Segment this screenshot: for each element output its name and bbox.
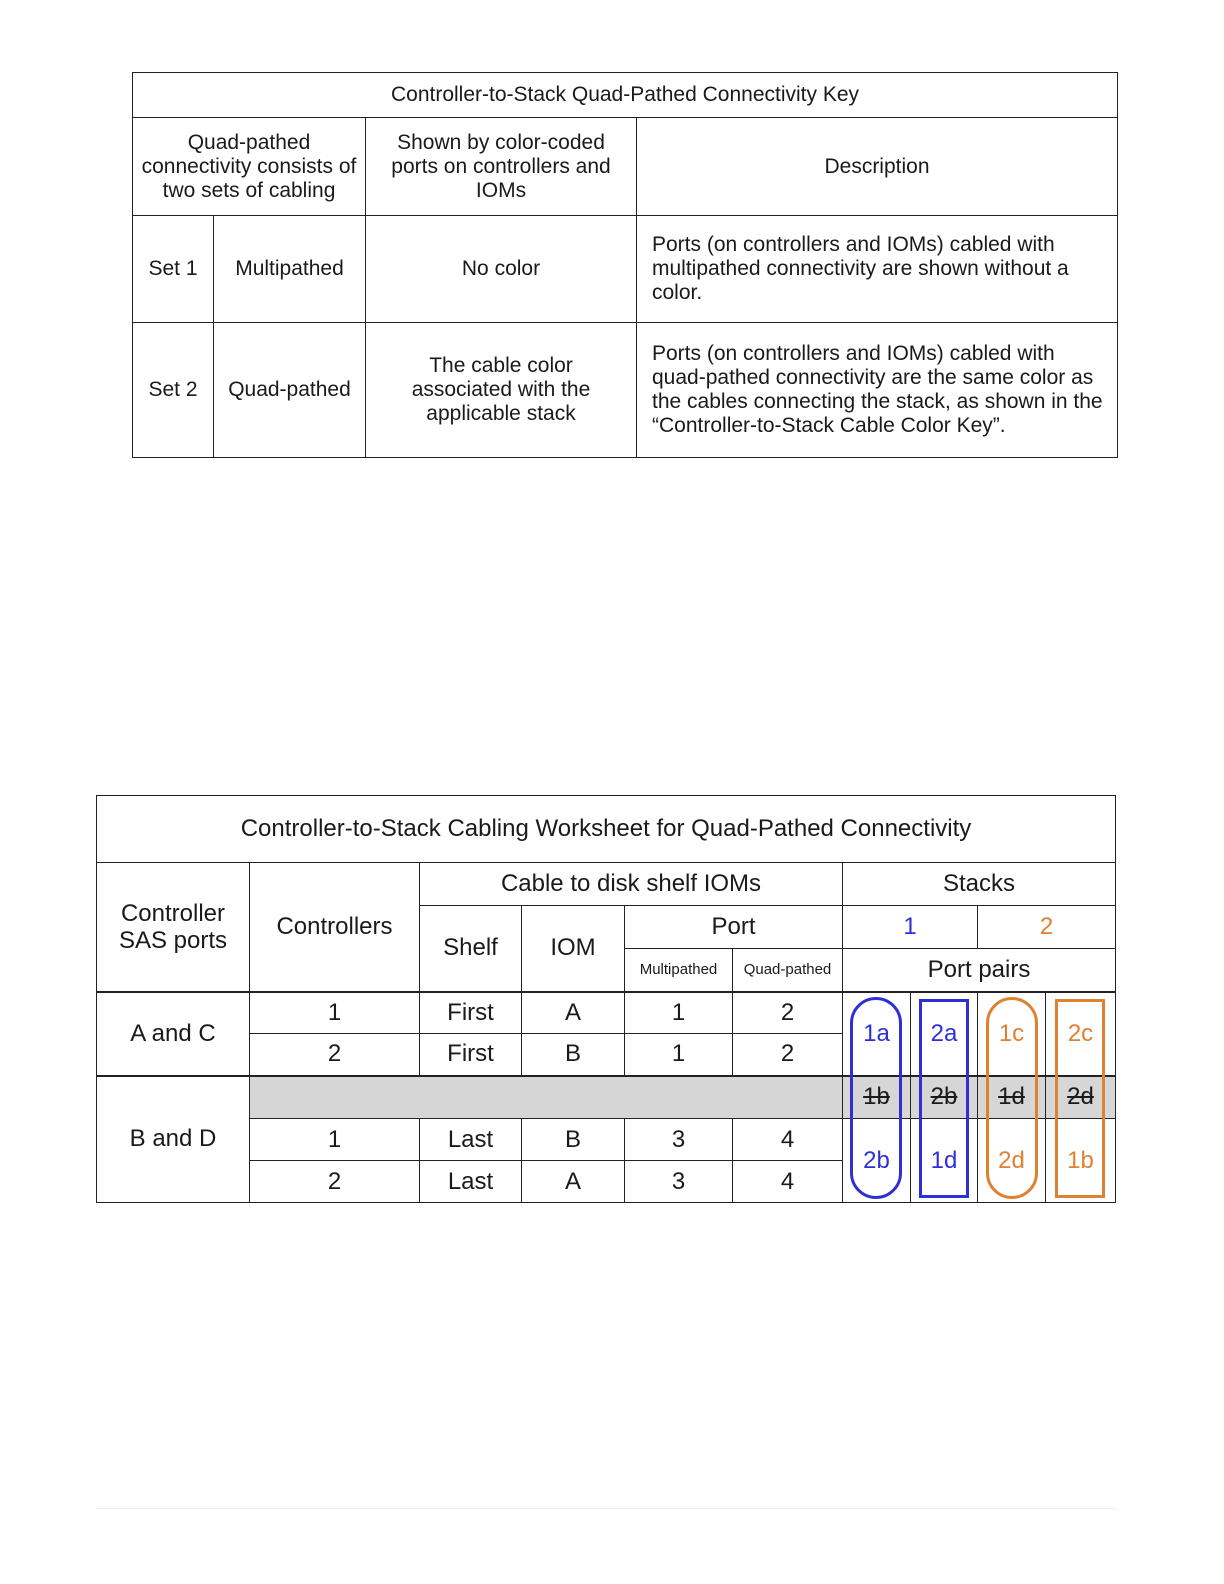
port-pair-struck-1d: 1d <box>978 1076 1046 1119</box>
controller-cell: 2 <box>250 1161 420 1203</box>
iom-cell: B <box>522 1034 625 1076</box>
port-pair-1b: 1b <box>1046 1119 1116 1203</box>
port-pair-struck-2d: 2d <box>1046 1076 1116 1119</box>
cabling-worksheet-table <box>96 795 1116 1203</box>
key-table-title: Controller-to-Stack Quad-Pathed Connectivity Key <box>133 73 1118 118</box>
port-pair-2a: 2a <box>911 992 978 1076</box>
shelf-cell: Last <box>420 1119 522 1161</box>
key-row-description: Ports (on controllers and IOMs) cabled with quad-pathed connectivity are the same color as the cables connecting the stack, as shown in the “Controller-to-Stack Cable Color Key”. <box>637 323 1118 458</box>
header-multipathed: Multipathed <box>625 949 733 992</box>
key-header-sets: Quad-pathed connectivity consists of two sets of cabling <box>133 118 366 216</box>
header-port-pairs: Port pairs <box>843 949 1116 992</box>
quad-pathed-port-cell: 2 <box>733 1034 843 1076</box>
multipathed-port-cell: 1 <box>625 1034 733 1076</box>
port-pair-1c: 1c <box>978 992 1046 1076</box>
controller-cell: 1 <box>250 1119 420 1161</box>
controller-cell: 1 <box>250 992 420 1034</box>
shelf-cell: First <box>420 992 522 1034</box>
controller-cell: 2 <box>250 1034 420 1076</box>
worksheet-title: Controller-to-Stack Cabling Worksheet for Quad-Pathed Connectivity <box>97 796 1116 863</box>
sas-ports-group: A and C <box>97 992 250 1076</box>
multipathed-port-cell: 3 <box>625 1119 733 1161</box>
header-cable-to-iom: Cable to disk shelf IOMs <box>420 863 843 906</box>
key-row-type: Quad-pathed <box>214 323 366 458</box>
connectivity-key-table <box>132 72 1118 458</box>
key-row-type: Multipathed <box>214 216 366 323</box>
header-stack-1: 1 <box>843 906 978 949</box>
shelf-cell: Last <box>420 1161 522 1203</box>
key-header-description: Description <box>637 118 1118 216</box>
header-port: Port <box>625 906 843 949</box>
header-controllers: Controllers <box>250 863 420 992</box>
iom-cell: A <box>522 1161 625 1203</box>
quad-pathed-port-cell: 2 <box>733 992 843 1034</box>
key-row-shown-by: The cable color associated with the applicable stack <box>366 323 637 458</box>
gray-separator-row <box>250 1076 843 1119</box>
key-header-shown-by: Shown by color-coded ports on controllers and IOMs <box>366 118 637 216</box>
key-row-set: Set 2 <box>133 323 214 458</box>
sas-ports-group: B and D <box>97 1076 250 1203</box>
port-pair-2d: 2d <box>978 1119 1046 1203</box>
port-pair-struck-1b: 1b <box>843 1076 911 1119</box>
multipathed-port-cell: 3 <box>625 1161 733 1203</box>
port-pair-2c: 2c <box>1046 992 1116 1076</box>
header-stacks: Stacks <box>843 863 1116 906</box>
iom-cell: B <box>522 1119 625 1161</box>
header-iom: IOM <box>522 906 625 992</box>
port-pair-1d: 1d <box>911 1119 978 1203</box>
key-row-set: Set 1 <box>133 216 214 323</box>
port-pair-struck-2b: 2b <box>911 1076 978 1119</box>
header-shelf: Shelf <box>420 906 522 992</box>
quad-pathed-port-cell: 4 <box>733 1119 843 1161</box>
header-stack-2: 2 <box>978 906 1116 949</box>
header-quad-pathed: Quad-pathed <box>733 949 843 992</box>
port-pair-1a: 1a <box>843 992 911 1076</box>
header-controller-sas-ports: Controller SAS ports <box>97 863 250 992</box>
footer-divider <box>96 1508 1117 1509</box>
key-row-shown-by: No color <box>366 216 637 323</box>
shelf-cell: First <box>420 1034 522 1076</box>
quad-pathed-port-cell: 4 <box>733 1161 843 1203</box>
port-pair-2b: 2b <box>843 1119 911 1203</box>
multipathed-port-cell: 1 <box>625 992 733 1034</box>
iom-cell: A <box>522 992 625 1034</box>
key-row-description: Ports (on controllers and IOMs) cabled with multipathed connectivity are shown without a color. <box>637 216 1118 323</box>
